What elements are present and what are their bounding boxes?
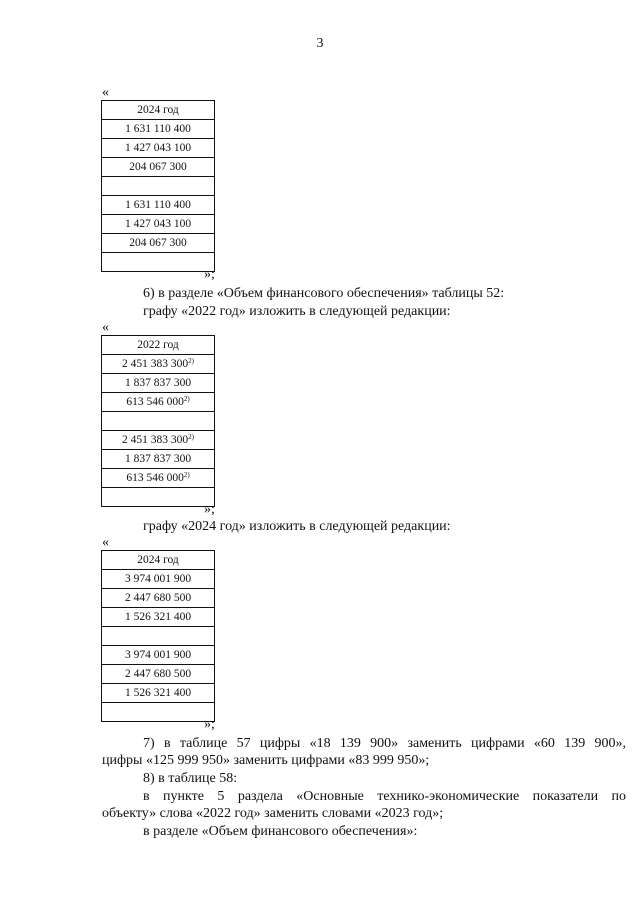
table-cell bbox=[102, 412, 215, 431]
cell-value: 2 451 383 300 bbox=[122, 358, 189, 370]
table-cell: 3 974 001 900 bbox=[102, 570, 215, 589]
table-row bbox=[102, 684, 215, 703]
table-cell bbox=[102, 488, 215, 507]
table-header-row bbox=[102, 551, 215, 570]
item-8-line-3: объекту» слова «2022 год» заменить словами «2023 год»; bbox=[102, 806, 444, 821]
table-row bbox=[102, 627, 215, 646]
table-row bbox=[102, 253, 215, 272]
item-7-line-1: 7) в таблице 57 цифры «18 139 900» заменить цифрами «60 139 900», bbox=[143, 736, 626, 751]
cell-value: 2 451 383 300 bbox=[122, 434, 189, 446]
table-cell: 2 447 680 500 bbox=[102, 665, 215, 684]
table-row bbox=[102, 646, 215, 665]
footnote-marker: 2) bbox=[183, 395, 190, 403]
table-row bbox=[102, 196, 215, 215]
item-6-line-3: графу «2024 год» изложить в следующей редакции: bbox=[143, 519, 451, 534]
item-8-line-2: в пункте 5 раздела «Основные технико-экономические показатели по bbox=[143, 789, 626, 804]
cell-value: 1 837 837 300 bbox=[124, 453, 192, 465]
table-cell bbox=[102, 355, 215, 374]
table-header-cell: 2024 год bbox=[102, 551, 215, 570]
quote-open: « bbox=[102, 320, 109, 335]
table-row bbox=[102, 469, 215, 488]
table-row bbox=[102, 703, 215, 722]
table-row bbox=[102, 158, 215, 177]
table-cell: 1 631 110 400 bbox=[102, 196, 215, 215]
table-cell: 1 526 321 400 bbox=[102, 608, 215, 627]
cell-value: 1 837 837 300 bbox=[124, 377, 192, 389]
quote-close: »; bbox=[204, 267, 215, 282]
quote-open: « bbox=[102, 85, 109, 100]
item-6-line-1: 6) в разделе «Объем финансового обеспечения» таблицы 52: bbox=[143, 286, 505, 301]
table-row bbox=[102, 355, 215, 374]
table-cell: 1 427 043 100 bbox=[102, 215, 215, 234]
table-cell bbox=[102, 393, 215, 412]
table-cell bbox=[102, 469, 215, 488]
footnote-marker: 2) bbox=[188, 357, 194, 365]
quote-close: »; bbox=[204, 502, 215, 517]
table-row bbox=[102, 177, 215, 196]
table-row bbox=[102, 431, 215, 450]
table-cell: 1 631 110 400 bbox=[102, 120, 215, 139]
table-2024-year-second bbox=[101, 550, 215, 722]
table-cell: 204 067 300 bbox=[102, 234, 215, 253]
table-row bbox=[102, 665, 215, 684]
cell-value: 613 546 000 bbox=[126, 396, 184, 408]
table-row bbox=[102, 215, 215, 234]
cell-value: 613 546 000 bbox=[126, 472, 184, 484]
table-row bbox=[102, 393, 215, 412]
table-2024-year-first bbox=[101, 100, 215, 272]
footnote-marker: 2) bbox=[188, 433, 194, 441]
table-cell: 3 974 001 900 bbox=[102, 646, 215, 665]
table-cell bbox=[102, 703, 215, 722]
table-header-row bbox=[102, 101, 215, 120]
table-cell: 1 427 043 100 bbox=[102, 139, 215, 158]
table-header-cell: 2022 год bbox=[102, 336, 215, 355]
table-cell: 1 526 321 400 bbox=[102, 684, 215, 703]
table-row bbox=[102, 608, 215, 627]
page-number: 3 bbox=[316, 36, 324, 51]
table-row bbox=[102, 570, 215, 589]
table-header-cell: 2024 год bbox=[102, 101, 215, 120]
item-6-line-2: графу «2022 год» изложить в следующей редакции: bbox=[143, 304, 451, 319]
item-8-line-1: 8) в таблице 58: bbox=[143, 771, 238, 786]
quote-close: »; bbox=[204, 717, 215, 732]
quote-open: « bbox=[102, 535, 109, 550]
table-row bbox=[102, 412, 215, 431]
footnote-marker: 2) bbox=[183, 471, 190, 479]
table-header-row bbox=[102, 336, 215, 355]
item-7-line-2: цифры «125 999 950» заменить цифрами «83 999 950»; bbox=[102, 753, 430, 768]
table-row bbox=[102, 139, 215, 158]
table-cell bbox=[102, 374, 215, 393]
table-cell bbox=[102, 627, 215, 646]
table-cell bbox=[102, 431, 215, 450]
table-cell bbox=[102, 253, 215, 272]
table-row bbox=[102, 120, 215, 139]
table-2022-year bbox=[101, 335, 215, 507]
item-8-line-4: в разделе «Объем финансового обеспечения»: bbox=[143, 824, 418, 839]
table-cell: 2 447 680 500 bbox=[102, 589, 215, 608]
table-row bbox=[102, 450, 215, 469]
table-cell bbox=[102, 450, 215, 469]
table-cell bbox=[102, 177, 215, 196]
table-row bbox=[102, 234, 215, 253]
table-row bbox=[102, 589, 215, 608]
table-cell: 204 067 300 bbox=[102, 158, 215, 177]
table-row bbox=[102, 374, 215, 393]
table-row bbox=[102, 488, 215, 507]
